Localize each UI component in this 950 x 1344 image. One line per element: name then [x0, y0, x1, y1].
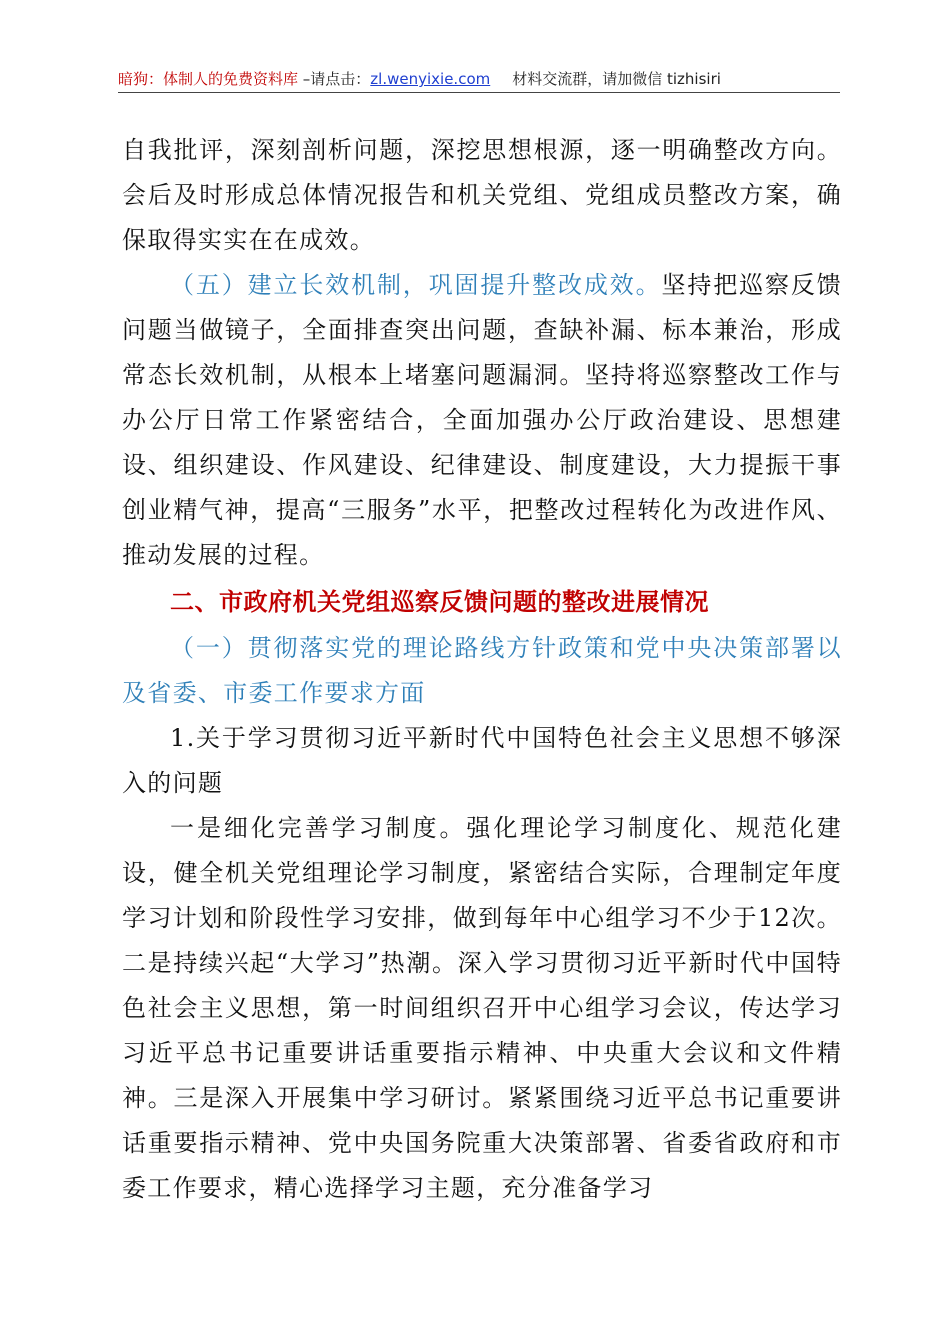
paragraph-continued: 自我批评，深刻剖析问题，深挖思想根源，逐一明确整改方向。会后及时形成总体情况报告和机关党组、党组成员整改方案，确保取得实实在在成效。 — [122, 136, 842, 254]
subheading-1: （一）贯彻落实党的理论路线方针政策和党中央决策部署以及省委、市委工作要求方面 — [122, 634, 842, 707]
header-brand: 暗狗：体制人的免费资料库 — [118, 70, 299, 88]
header-link[interactable]: zl.wenyixie.com — [370, 70, 491, 88]
section-five-text: 坚持把巡察反馈问题当做镜子，全面排查突出问题，查缺补漏、标本兼治，形成常态长效机制，从根本上堵塞问题漏洞。坚持将巡察整改工作与办公厅日常工作紧密结合，全面加强办公厅政治建设、思想建设、组织建设、作风建设、纪律建设、制度建设，大力提振干事创业精气神，提高“三服务”水平，把整改过程转化为改进作风、推动发展的过程。 — [122, 271, 842, 569]
section-five-paragraph — [122, 263, 842, 578]
item-1-heading: 1.关于学习贯彻习近平新时代中国特色社会主义思想不够深入的问题 — [122, 724, 842, 797]
paragraph-measures: 一是细化完善学习制度。强化理论学习制度化、规范化建设，健全机关党组理论学习制度，紧密结合实际，合理制定年度学习计划和阶段性学习安排，做到每年中心组学习不少于12次。二是持续兴起“大学习”热潮。深入学习贯彻习近平新时代中国特色社会主义思想，第一时间组织召开中心组学习会议，传达学习习近平总书记重要讲话重要指示精神、中央重大会议和文件精神。三是深入开展集中学习研讨。紧紧围绕习近平总书记重要讲话重要指示精神、党中央国务院重大决策部署、省委省政府和市委工作要求，精心选择学习主题，充分准备学习 — [122, 814, 842, 1202]
heading-level-2: 二、市政府机关党组巡察反馈问题的整改进展情况 — [170, 588, 709, 616]
header-group-info: 材料交流群，请加微信 tizhisiri — [512, 70, 721, 88]
document-body — [122, 128, 842, 1211]
header-click-prompt: –请点击： — [298, 70, 371, 88]
section-five-title: （五）建立长效机制，巩固提升整改成效。 — [170, 271, 662, 299]
page-header — [118, 66, 840, 93]
